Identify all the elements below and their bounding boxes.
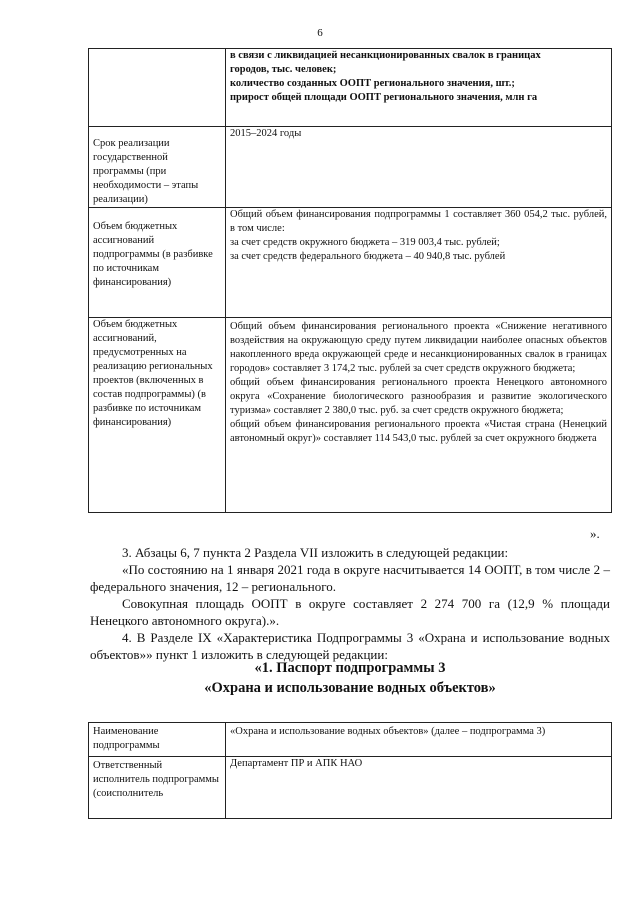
table-row <box>89 49 612 127</box>
heading-line-2: «Охрана и использование водных объектов» <box>204 680 496 696</box>
page-number: 6 <box>317 27 323 39</box>
paragraph: 3. Абзацы 6, 7 пункта 2 Раздела VII изложить в следующей редакции: <box>122 545 509 560</box>
paragraph: Совокупная площадь ООПТ в округе составляет 2 274 700 га (12,9 % площади Ненецкого автономного округа).». <box>90 596 610 628</box>
table-row <box>89 757 612 819</box>
indicator-line: в связи с ликвидацией несанкционированных свалок в границах <box>230 50 541 61</box>
term-label: Срок реализации государственной программы (при необходимости – этапы реализации) <box>89 127 226 208</box>
executor-label: Ответственный исполнитель подпрограммы (соисполнитель <box>89 757 226 819</box>
projects-budget-value <box>226 318 612 513</box>
heading-line-1: «1. Паспорт подпрограммы 3 <box>254 660 446 676</box>
indicator-line: городов, тыс. человек; <box>230 64 337 75</box>
budget-line: Общий объем финансирования подпрограммы 1 составляет 360 054,2 тыс. рублей, в том числе: <box>230 209 607 234</box>
indicator-line: количество созданных ООПТ регионального значения, шт.; <box>230 78 515 89</box>
amendment-text <box>90 544 610 663</box>
closing-quote: ». <box>590 526 600 541</box>
indicators-cell <box>226 49 612 127</box>
project-paragraph: общий объем финансирования регионального проекта Ненецкого автономного округа «Сохранение биологического разнообразия и развитие экологического туризма» составляет 2 380,0 тыс. руб. за счет средств окружного бюджета; <box>230 377 607 416</box>
paragraph: 4. В Разделе IX «Характеристика Подпрограммы 3 «Охрана и использование водных объектов»» пункт 1 изложить в следующей редакции: <box>90 630 610 662</box>
indicator-line: прирост общей площади ООПТ регионального значения, млн га <box>230 92 538 103</box>
paragraph: «По состоянию на 1 января 2021 года в округе насчитывается 14 ООПТ, в том числе 2 – федерального значения, 12 – регионального. <box>90 562 610 594</box>
passport-table-3 <box>88 722 612 819</box>
table-row <box>89 127 612 208</box>
term-value: 2015–2024 годы <box>226 127 612 208</box>
section-heading <box>90 658 610 698</box>
name-value: «Охрана и использование водных объектов» (далее – подпрограмма 3) <box>226 723 612 757</box>
passport-table-continued <box>88 48 612 513</box>
table-row <box>89 208 612 318</box>
project-paragraph: общий объем финансирования регионального проекта «Чистая страна (Ненецкий автономный округ)» составляет 114 543,0 тыс. рублей за счет окружного бюджета <box>230 419 607 444</box>
budget-line: за счет средств окружного бюджета – 319 003,4 тыс. рублей; <box>230 237 500 248</box>
budget-line: за счет средств федерального бюджета – 40 940,8 тыс. рублей <box>230 251 506 262</box>
empty-cell <box>89 49 226 127</box>
projects-budget-label: Объем бюджетных ассигнований, предусмотренных на реализацию региональных проектов (включенных в состав подпрограммы) (в разбивке по источникам финансирования) <box>89 318 226 513</box>
executor-value: Департамент ПР и АПК НАО <box>226 757 612 819</box>
table-row <box>89 723 612 757</box>
budget-value <box>226 208 612 318</box>
project-paragraph: Общий объем финансирования регионального проекта «Снижение негативного воздействия на окружающую среду путем ликвидации наиболее опасных объектов накопленного вреда окружающей среде и несанкционированных свалок в границах городов» составляет 3 174,2 тыс. рублей за счет средств окружного бюджета; <box>230 321 607 374</box>
name-label: Наименование подпрограммы <box>89 723 226 757</box>
table-row <box>89 318 612 513</box>
budget-label: Объем бюджетных ассигнований подпрограммы (в разбивке по источникам финансирования) <box>89 208 226 318</box>
